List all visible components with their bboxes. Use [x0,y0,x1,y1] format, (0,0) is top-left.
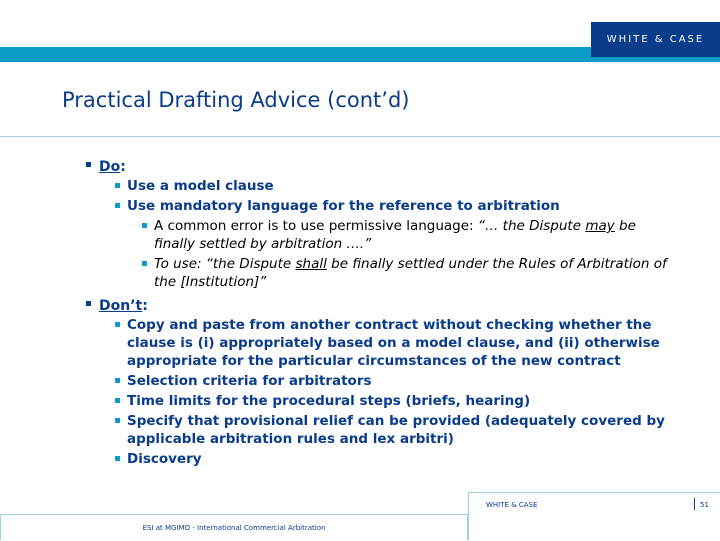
subitem-suffix: be finally settled under the Rules of Arbitration of the [Institution]” [154,256,667,290]
dont-item-discovery [84,450,674,468]
subitem-prefix: A common error is to use permissive language: [154,218,478,234]
square-bullet-icon [115,322,120,327]
dont-heading [84,295,674,314]
slide-body [84,150,674,468]
square-bullet-icon [86,162,91,167]
do-item-mandatory-language [84,197,674,215]
footer-course-label: ESI at MGIMO - International Commercial Arbitration [0,514,468,540]
dont-item-text: Selection criteria for arbitrators [127,373,372,389]
firm-logo: WHITE & CASE [591,22,720,57]
subitem-quote-end: be finally settled by arbitration ….” [154,218,636,252]
dont-item-time-limits [84,392,674,410]
do-label: Do [99,159,121,175]
dont-colon: : [142,298,148,314]
subitem-emphasis-shall: shall [295,256,327,272]
slide-title: Practical Drafting Advice (cont’d) [62,88,410,112]
square-bullet-icon [115,456,120,461]
title-divider [0,136,720,137]
square-bullet-icon [86,301,91,306]
dont-item-text: Discovery [127,451,202,467]
do-subitem-to-use [84,255,674,291]
do-heading [84,156,674,175]
do-item-text: Use a model clause [127,178,274,194]
square-bullet-icon [115,183,120,188]
footer-separator [694,498,695,510]
do-subitem-common-error [84,217,674,253]
subitem-emphasis-may: may [585,218,615,234]
square-bullet-icon [142,261,147,266]
do-item-text: Use mandatory language for the reference to arbitration [127,198,560,214]
dont-item-selection-criteria [84,372,674,390]
dont-item-copy-paste [84,316,674,370]
square-bullet-icon [142,223,147,228]
square-bullet-icon [115,203,120,208]
footer-rule [468,492,720,493]
dont-item-provisional-relief [84,412,674,448]
footer-firm-name: WHITE & CASE [486,501,538,509]
do-colon: : [120,159,126,175]
square-bullet-icon [115,398,120,403]
dont-item-text: Time limits for the procedural steps (briefs, hearing) [127,393,531,409]
subitem-quote-start: “… the Dispute [477,218,586,234]
dont-label: Don’t [99,298,143,314]
square-bullet-icon [115,418,120,423]
do-item-model-clause [84,177,674,195]
footer-frame [468,492,712,540]
subitem-prefix: To use: “the Dispute [154,256,296,272]
dont-item-text: Specify that provisional relief can be provided (adequately covered by applicable arbitration rules and lex arbitri) [127,413,665,447]
square-bullet-icon [115,378,120,383]
dont-item-text: Copy and paste from another contract without checking whether the clause is (i) appropriately based on a model clause, and (ii) otherwise appropriate for the particular circumstances of the new contract [127,317,660,369]
page-number: 51 [700,501,709,509]
